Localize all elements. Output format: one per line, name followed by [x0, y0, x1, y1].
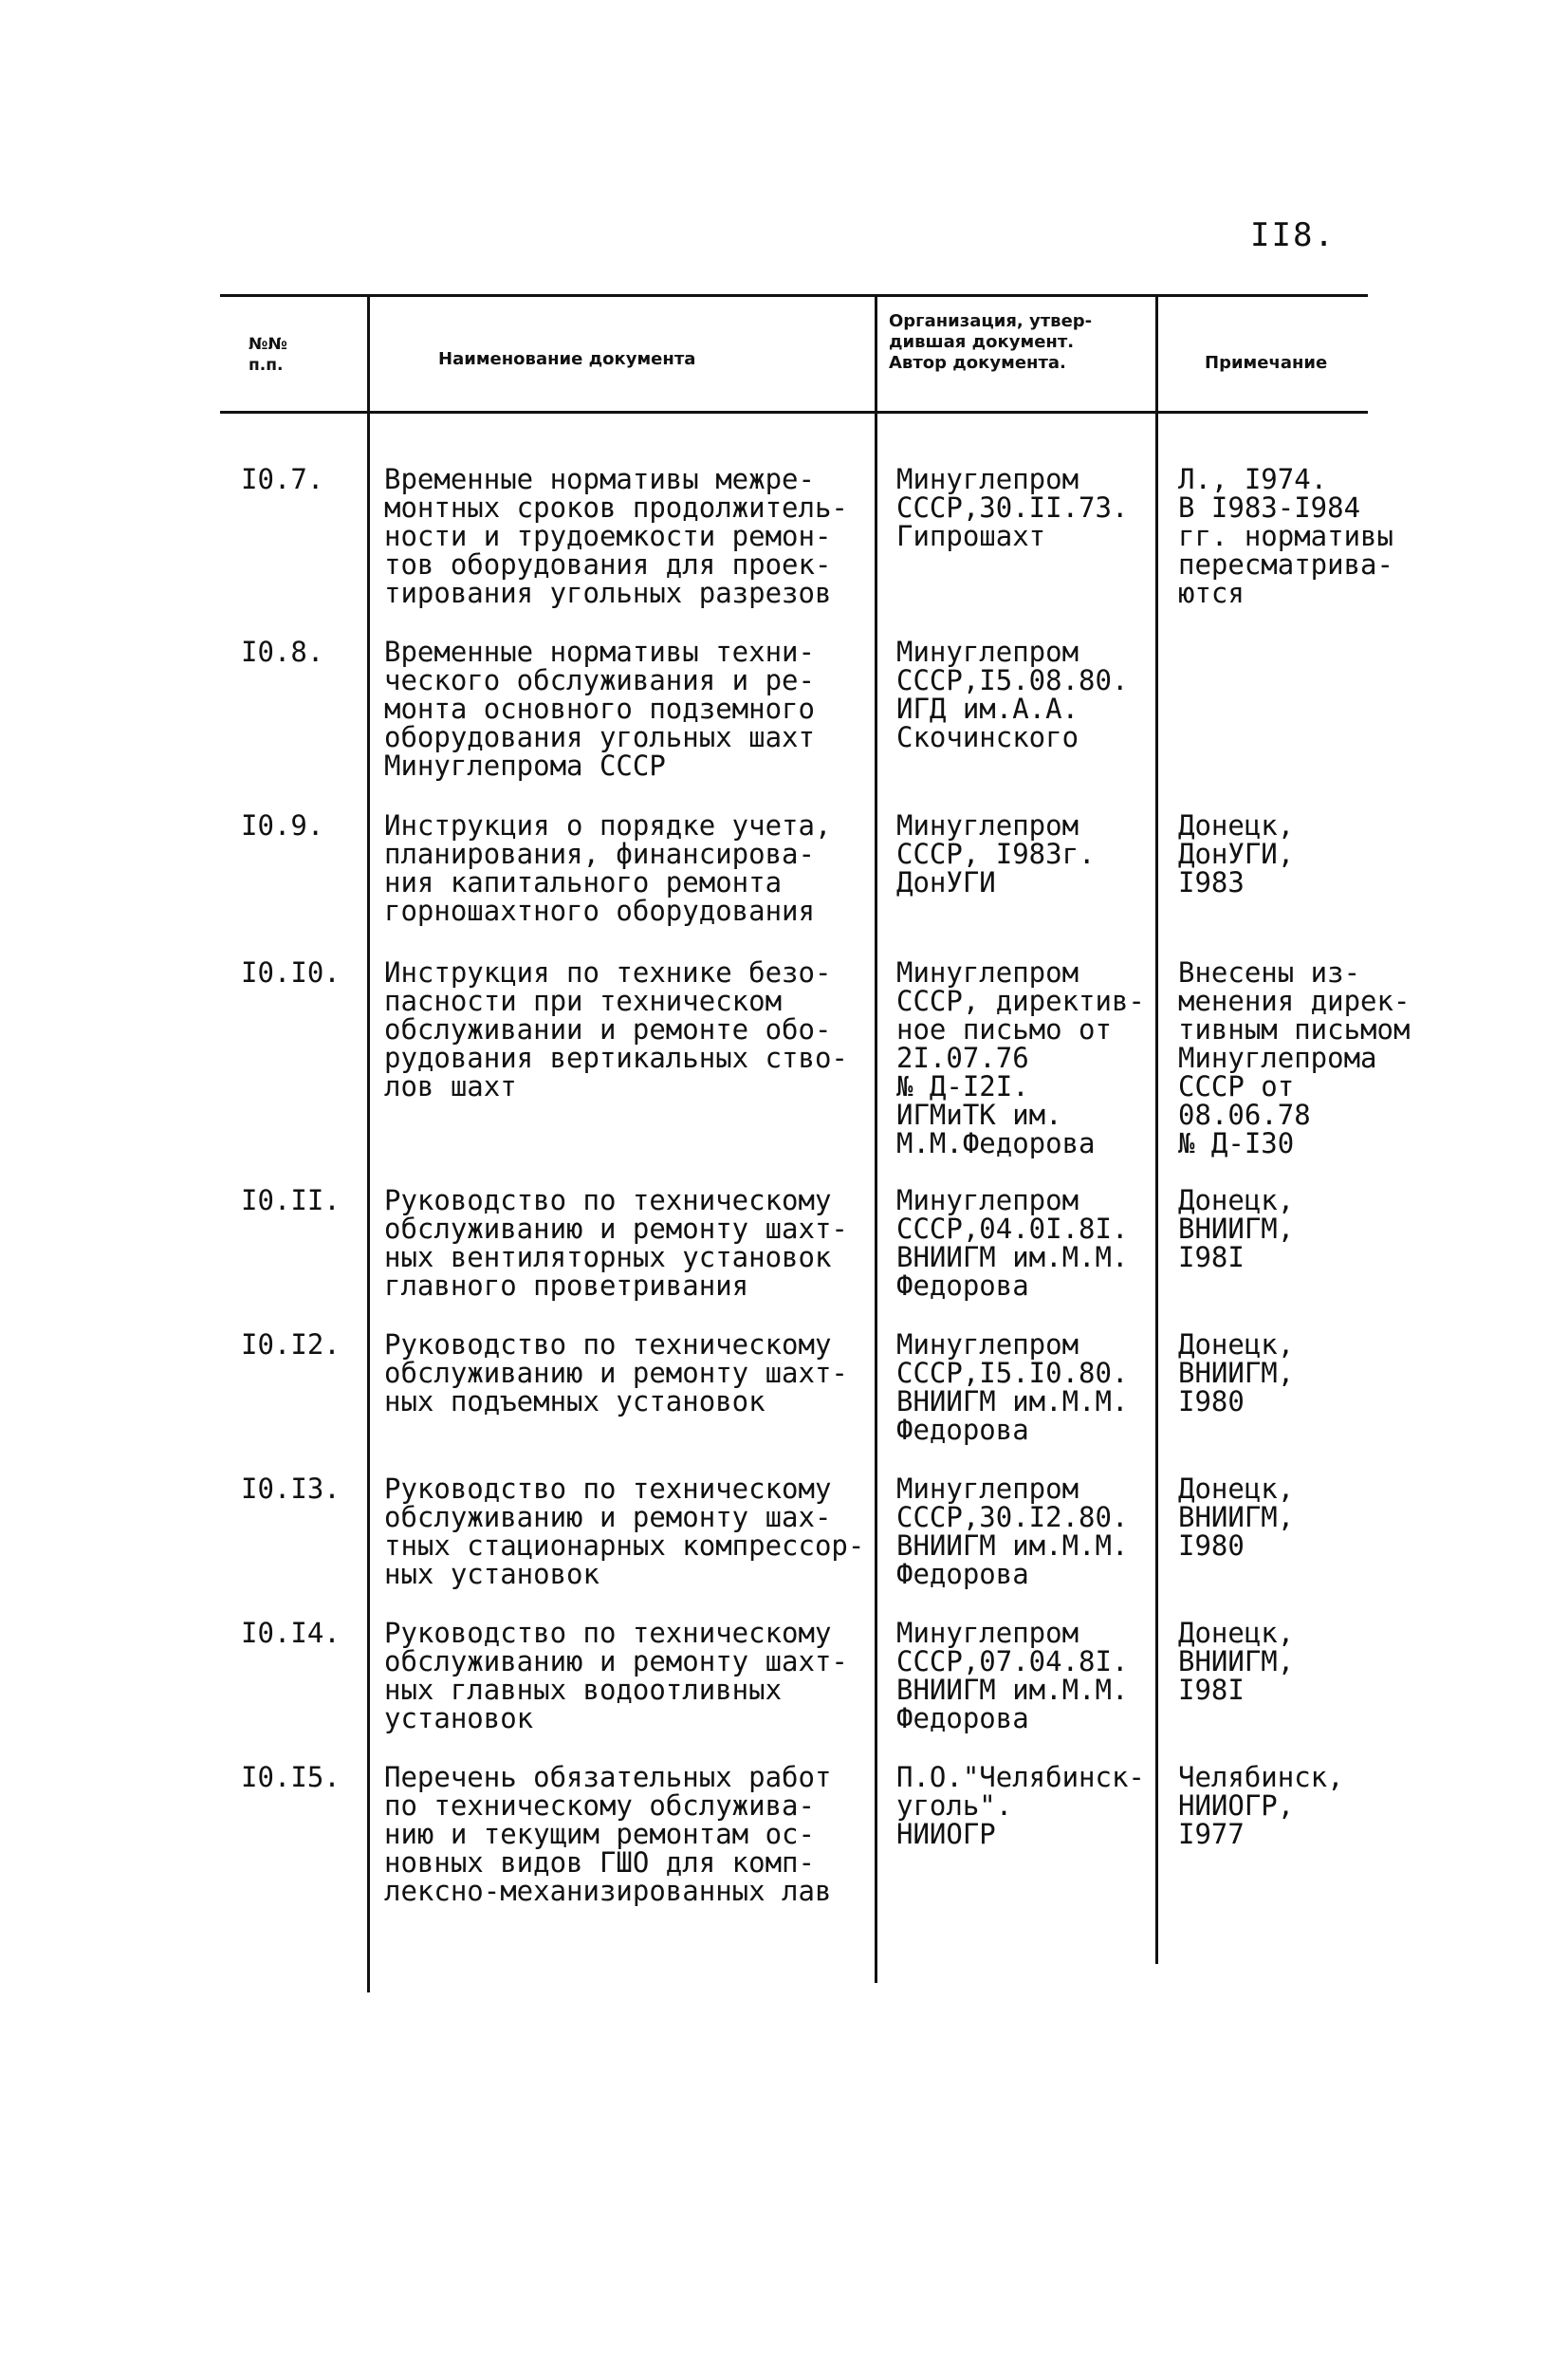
approving-organization: П.О."Челябинск- уголь". НИИОГР: [896, 1761, 1145, 1850]
document-name: Руководство по техническому обслуживанию и ремонту шахт- ных главных водоотливных установок: [384, 1617, 848, 1734]
approving-organization: Минуглепром СССР,30.I2.80. ВНИИГМ им.М.М. Федорова: [896, 1473, 1129, 1590]
note: Челябинск, НИИОГР, I977: [1178, 1761, 1344, 1850]
approving-organization: Минуглепром СССР,30.II.73. Гипрошахт: [896, 463, 1129, 552]
row-number: I0.I3.: [241, 1473, 341, 1505]
row-number: I0.II.: [241, 1184, 341, 1216]
row-number: I0.I4.: [241, 1617, 341, 1649]
column-rule-3: [1155, 294, 1158, 1964]
document-name: Руководство по техническому обслуживанию и ремонту шахт- ных подъемных установок: [384, 1328, 848, 1417]
row-number: I0.I5.: [241, 1761, 341, 1793]
document-name: Инструкция о порядке учета, планирования, финансирова- ния капитального ремонта горношахтного оборудования: [384, 809, 832, 927]
document-name: Перечень обязательных работ по техническому обслужива- нию и текущим ремонтам ос- новных видов ГШО для комп- лексно-механизированных лав: [384, 1761, 832, 1907]
header-num: №№ п.п.: [249, 335, 287, 375]
approving-organization: Минуглепром СССР, директив- ное письмо от 2I.07.76 № Д-I2I. ИГМиТК им. М.М.Федорова: [896, 956, 1145, 1159]
approving-organization: Минуглепром СССР, I983г. ДонУГИ: [896, 809, 1096, 899]
approving-organization: Минуглепром СССР,07.04.8I. ВНИИГМ им.М.М. Федорова: [896, 1617, 1129, 1734]
document-name: Руководство по техническому обслуживанию и ремонту шах- тных стационарных компрессор- ных установок: [384, 1473, 865, 1590]
row-number: I0.I0.: [241, 956, 341, 989]
note: Л., I974. В I983-I984 гг. нормативы пересматрива- ются: [1178, 463, 1393, 609]
document-name: Временные нормативы техни- ческого обслуживания и ре- монта основного подземного оборудования угольных шахт Минуглепрома СССР: [384, 636, 815, 782]
approving-organization: Минуглепром СССР,I5.I0.80. ВНИИГМ им.М.М. Федорова: [896, 1328, 1129, 1446]
row-number: I0.I2.: [241, 1328, 341, 1361]
document-name: Инструкция по технике безо- пасности при техническом обслуживании и ремонте обо- рудования вертикальных ство- лов шахт: [384, 956, 848, 1102]
document-name: Временные нормативы межре- монтных сроков продолжитель- ности и трудоемкости ремон- тов оборудования для проек- тирования угольных разрезов: [384, 463, 848, 609]
column-rule-1: [367, 294, 370, 1992]
row-number: I0.9.: [241, 809, 324, 842]
header-org: Организация, утвер- дившая документ. Автор документа.: [889, 311, 1093, 373]
note: Донецк, ВНИИГМ, I98I: [1178, 1617, 1295, 1706]
page-number: II8.: [1250, 216, 1336, 254]
note: Донецк, ВНИИГМ, I98I: [1178, 1184, 1295, 1273]
document-name: Руководство по техническому обслуживанию и ремонту шахт- ных вентиляторных установок главного проветривания: [384, 1184, 848, 1302]
row-number: I0.7.: [241, 463, 324, 495]
note: Донецк, ДонУГИ, I983: [1178, 809, 1295, 899]
header-note: Примечание: [1205, 353, 1328, 373]
approving-organization: Минуглепром СССР,04.0I.8I. ВНИИГМ им.М.М. Федорова: [896, 1184, 1129, 1302]
row-number: I0.8.: [241, 636, 324, 668]
header-name: Наименование документа: [438, 349, 696, 369]
table-top-rule: [220, 294, 1368, 297]
note: Донецк, ВНИИГМ, I980: [1178, 1328, 1295, 1417]
note: Донецк, ВНИИГМ, I980: [1178, 1473, 1295, 1562]
header-bottom-rule: [220, 411, 1368, 414]
approving-organization: Минуглепром СССР,I5.08.80. ИГД им.А.А. Скочинского: [896, 636, 1129, 753]
note: Внесены из- менения дирек- тивным письмом Минуглепрома СССР от 08.06.78 № Д-I30: [1178, 956, 1411, 1159]
